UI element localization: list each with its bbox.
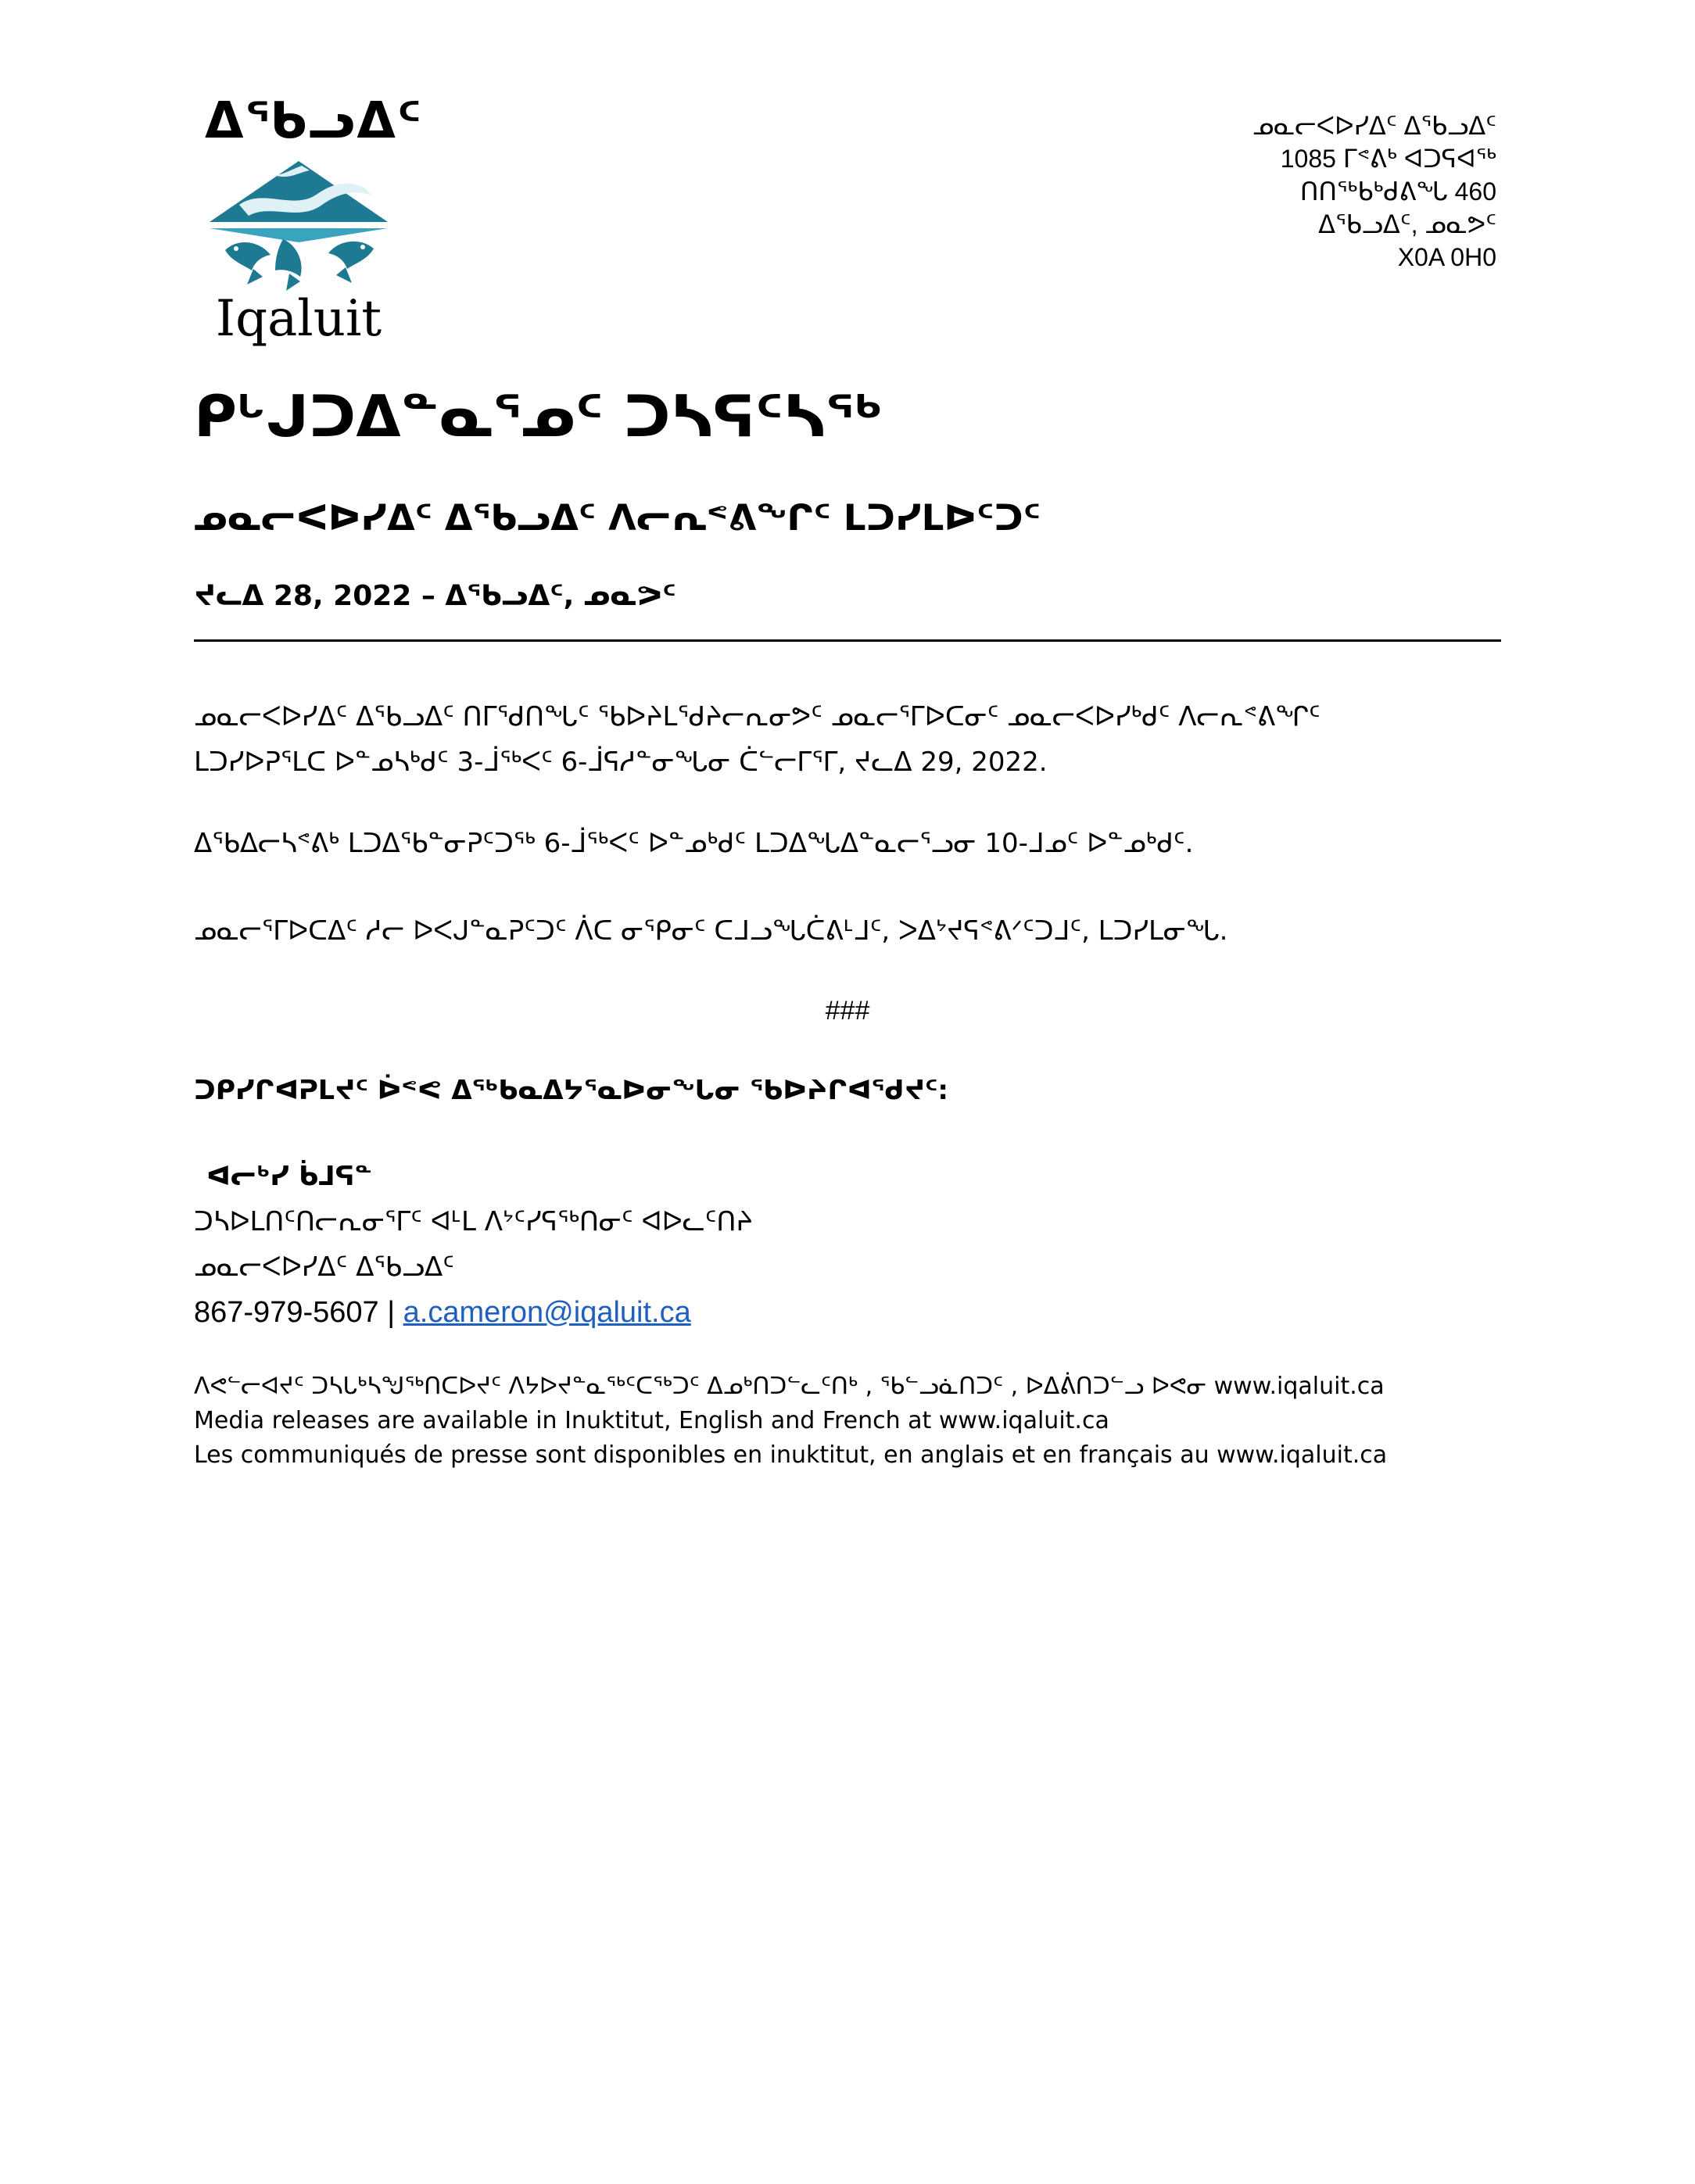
language-availability-note bbox=[194, 1369, 1387, 1473]
contact-name: ᐊᓕᒃᓯ ᑳᒧᕋᓐ bbox=[206, 1161, 372, 1192]
paragraph-line: ᒪᑐᓯᐅᕈᕐᒪᑕ ᐅᓐᓄᓴᒃᑯᑦ 3-ᒨᖅᐸᑦ 6-ᒨᕋᓱᓐᓂᖓᓂ ᑖᓪᓕᒥᕐᒥ, ᔪᓚᐃ 29, 2022. bbox=[194, 746, 1048, 778]
horizontal-rule bbox=[194, 639, 1501, 642]
contact-block bbox=[194, 1154, 753, 1335]
paragraph-line: ᓄᓇᓕᐸᐅᓯᐃᑦ ᐃᖃᓗᐃᑦ ᑎᒥᖁᑎᖓᑦ ᖃᐅᔨᒪᖁᔨᓕᕆᓂᕗᑦ ᓄᓇᓕᕐᒥᐅᑕᓂᑦ ᓄᓇᓕᐸᐅᓯᒃᑯᑦ ᐱᓕᕆᕝᕕᖏᑦ bbox=[194, 701, 1321, 732]
footer-english: Media releases are available in Inuktitut, English and French at www.iqaluit.ca bbox=[194, 1407, 1109, 1434]
release-subheading: ᓄᓇᓕᐸᐅᓯᐃᑦ ᐃᖃᓗᐃᑦ ᐱᓕᕆᕝᕕᖏᑦ ᒪᑐᓯᒪᐅᑦᑐᑦ bbox=[194, 496, 1041, 539]
contact-title: ᑐᓴᐅᒪᑎᑦᑎᓕᕆᓂᕐᒥᑦ ᐊᒻᒪ ᐱᔾᑦᓯᕋᖅᑎᓂᑦ ᐊᐅᓚᑦᑎᔨ bbox=[194, 1206, 753, 1237]
footer-french: Les communiqués de presse sont disponibles en inuktitut, en anglais et en français au www.iqaluit.ca bbox=[194, 1441, 1388, 1469]
body-paragraph bbox=[194, 821, 1507, 866]
document-heading: ᑭᒡᒍᑐᐃᓐᓇᕐᓄᑦ ᑐᓴᕋᑦᓴᖅ bbox=[194, 383, 883, 450]
iqaluit-logo bbox=[205, 92, 423, 348]
address-line: X0A 0H0 bbox=[1397, 243, 1496, 271]
contact-phone: 867-979-5607 | bbox=[194, 1296, 403, 1329]
logo-wordmark: Iqaluit bbox=[215, 290, 382, 348]
address-line: ᐃᖃᓗᐃᑦ, ᓄᓇᕗᑦ bbox=[1318, 210, 1496, 238]
body-paragraph bbox=[194, 694, 1507, 785]
address-line: 1085 ᒥᕝᕕᒃ ᐊᑐᕋᐊᖅ bbox=[1280, 145, 1496, 173]
iqaluit-emblem-icon bbox=[208, 156, 389, 294]
footer-inuktitut: ᐱᕙᓪᓕᐊᔪᑦ ᑐᓴᒐᒃᓴᖑᖅᑎᑕᐅᔪᑦ ᐱᔭᐅᔪᓐᓇᖅᑦᑕᖅᑐᑦ ᐃᓄᒃᑎᑐᓪᓚᑦᑎᒃ , ᖃᓪᓗᓈᑎᑐᑦ , ᐅᐃᕖᑎᑐᓪᓗ ᐅᕙᓂ www.iqaluit.ca bbox=[194, 1373, 1385, 1400]
contact-phone-line bbox=[194, 1290, 753, 1335]
address-line: ᓄᓇᓕᐸᐅᓯᐃᑦ ᐃᖃᓗᐃᑦ bbox=[1252, 112, 1496, 140]
dateline: ᔪᓚᐃ 28, 2022 – ᐃᖃᓗᐃᑦ, ᓄᓇᕗᑦ bbox=[194, 580, 676, 612]
end-separator: ### bbox=[825, 996, 870, 1026]
paragraph-line: ᐃᖃᐃᓕᓴᕝᕕᒃ ᒪᑐᐃᖃᓐᓂᕈᑦᑐᖅ 6-ᒨᖅᐸᑦ ᐅᓐᓄᒃᑯᑦ ᒪᑐᐃᖓᐃᓐᓇᓕᕐᓗᓂ 10-ᒧᓄᑦ ᐅᓐᓄᒃᑯᑦ. bbox=[194, 828, 1194, 859]
letterhead-address bbox=[1252, 109, 1496, 274]
contact-label: ᑐᑭᓯᒋᐊᕈᒪᔪᑦ ᐆᕝᕙ ᐃᖅᑲᓇᐃᔭᕐᓇᐅᓂᖓᓂ ᖃᐅᔨᒋᐊᕐᑯᔪᑦ: bbox=[194, 1075, 948, 1106]
contact-organization: ᓄᓇᓕᐸᐅᓯᐃᑦ ᐃᖃᓗᐃᑦ bbox=[194, 1251, 454, 1283]
contact-email-link[interactable]: a.cameron@iqaluit.ca bbox=[403, 1296, 691, 1329]
body-paragraph bbox=[194, 908, 1507, 954]
logo-syllabics: ᐃᖃᓗᐃᑦ bbox=[205, 92, 423, 150]
address-line: ᑎᑎᖅᑲᒃᑯᕕᖓ 460 bbox=[1300, 177, 1496, 206]
paragraph-line: ᓄᓇᓕᕐᒥᐅᑕᐃᑦ ᓱᓕ ᐅᐸᒍᓐᓇᕈᑦᑐᑦ ᐲᑕ ᓂᕿᓂᑦ ᑕᒧᓗᖓᑖᕕᒻᒧᑦ, ᐳᐃᔾᔪᕋᕝᕕᐟᑦᑐᒧᑦ, ᒪᑐᓯᒪᓂᖓ. bbox=[194, 915, 1228, 947]
